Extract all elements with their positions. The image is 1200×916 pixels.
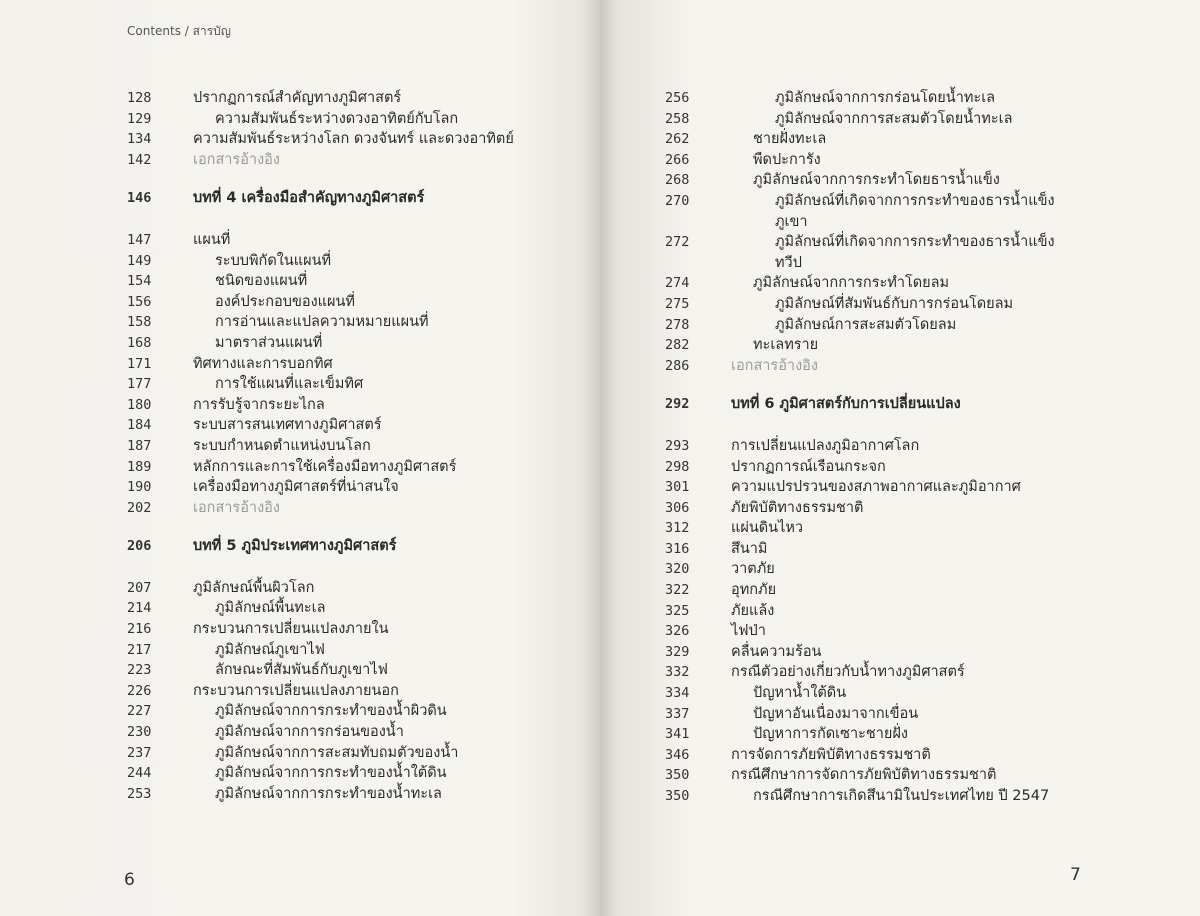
toc-page-number: 292 — [665, 396, 690, 413]
toc-page-number: 312 — [665, 520, 690, 537]
toc-entry — [127, 743, 567, 764]
toc-entry — [127, 354, 567, 375]
toc-page-number: 128 — [127, 90, 152, 106]
toc-entry — [127, 395, 567, 416]
toc-title: ความสัมพันธ์ระหว่างโลก ดวงจันทร์ และดวงอาทิตย์ — [193, 131, 514, 148]
table-of-contents-right — [665, 88, 1125, 807]
toc-page-number: 149 — [127, 252, 152, 269]
toc-page-number: 184 — [127, 417, 152, 434]
toc-title: ปัญหาน้ำใต้ดิน — [753, 685, 847, 702]
toc-entry — [665, 212, 1125, 233]
toc-title: ชายฝั่งทะเล — [753, 131, 827, 148]
toc-title: มาตราส่วนแผนที่ — [215, 334, 323, 351]
toc-page-number: 168 — [127, 334, 152, 351]
toc-title: กระบวนการเปลี่ยนแปลงภายใน — [193, 621, 389, 638]
toc-entry — [127, 88, 567, 109]
toc-page-number: 341 — [665, 726, 690, 743]
toc-title: ไฟป่า — [731, 623, 766, 640]
toc-page-number: 316 — [665, 540, 690, 557]
toc-page-number: 158 — [127, 314, 152, 331]
toc-title: พืดปะการัง — [753, 151, 821, 168]
toc-page-number: 301 — [665, 479, 690, 496]
toc-title: กรณีศึกษาการเกิดสึนามิในประเทศไทย ปี 2547 — [753, 788, 1050, 804]
toc-page-number: 270 — [665, 192, 690, 209]
toc-page-number: 293 — [665, 437, 690, 454]
toc-entry — [127, 578, 567, 599]
toc-entry — [127, 129, 567, 150]
toc-entry — [127, 312, 567, 333]
toc-entry — [665, 232, 1125, 253]
toc-title: ภูมิลักษณ์การสะสมตัวโดยลม — [775, 316, 957, 333]
toc-title: ภูมิลักษณ์ที่เกิดจากการกระทำของธารน้ำแข็ง — [775, 234, 1055, 251]
toc-entry — [665, 498, 1125, 519]
toc-title: องค์ประกอบของแผนที่ — [215, 293, 355, 310]
toc-title: สึนามิ — [731, 540, 768, 557]
toc-title: เอกสารอ้างอิง — [193, 499, 280, 516]
toc-entry — [665, 662, 1125, 683]
toc-title: หลักการและการใช้เครื่องมือทางภูมิศาสตร์ — [193, 458, 457, 475]
toc-title: ภูมิลักษณ์จากการสะสมตัวโดยน้ำทะเล — [775, 110, 1013, 127]
toc-page-number: 282 — [665, 337, 690, 354]
toc-page-number: 217 — [127, 641, 152, 658]
toc-entry — [665, 109, 1125, 130]
toc-entry — [127, 681, 567, 702]
toc-page-number: 262 — [665, 131, 690, 148]
toc-page-number: 142 — [127, 151, 152, 168]
toc-entry — [665, 580, 1125, 601]
toc-title: ภูมิลักษณ์จากการสะสมทับถมตัวของน้ำ — [215, 744, 459, 761]
toc-entry — [127, 292, 567, 313]
toc-title: แผนที่ — [193, 231, 231, 248]
running-header: Contents / สารบัญ — [127, 24, 231, 38]
toc-page-number: 156 — [127, 293, 152, 310]
toc-page-number: 129 — [127, 110, 152, 127]
toc-entry — [127, 251, 567, 272]
toc-title: ภูมิลักษณ์จากการกร่อนของน้ำ — [215, 724, 404, 741]
toc-title: ภูมิลักษณ์พื้นทะเล — [215, 600, 326, 617]
toc-entry — [665, 253, 1125, 274]
toc-entry — [665, 601, 1125, 622]
toc-entry — [665, 436, 1125, 457]
toc-page-number: 216 — [127, 621, 152, 638]
toc-title: ภูมิลักษณ์จากการกระทำโดยธารน้ำแข็ง — [753, 172, 1000, 189]
toc-chapter-heading — [665, 394, 1125, 415]
toc-page-number: 227 — [127, 703, 152, 720]
toc-entry — [127, 701, 567, 722]
toc-page-number: 189 — [127, 458, 152, 475]
toc-title: ปรากฏการณ์สำคัญทางภูมิศาสตร์ — [193, 90, 402, 106]
toc-page-number: 134 — [127, 131, 152, 148]
toc-page-number — [665, 253, 731, 274]
toc-page-number: 244 — [127, 765, 152, 782]
toc-title: ลักษณะที่สัมพันธ์กับภูเขาไฟ — [215, 662, 388, 679]
toc-entry — [127, 660, 567, 681]
toc-page-number: 190 — [127, 479, 152, 496]
toc-title: กรณีศึกษาการจัดการภัยพิบัติทางธรรมชาติ — [731, 767, 997, 784]
right-page — [600, 0, 1200, 916]
toc-references-entry — [665, 356, 1125, 377]
toc-entry — [665, 704, 1125, 725]
toc-page-number: 325 — [665, 602, 690, 619]
toc-title: ภูเขา — [775, 213, 808, 230]
toc-entry — [127, 619, 567, 640]
toc-page-number: 237 — [127, 744, 152, 761]
toc-page-number: 266 — [665, 151, 690, 168]
toc-title: เอกสารอ้างอิง — [193, 151, 280, 168]
toc-page-number: 268 — [665, 172, 690, 189]
toc-entry — [127, 784, 567, 805]
toc-entry — [665, 559, 1125, 580]
toc-entry — [127, 640, 567, 661]
toc-title: ระบบกำหนดตำแหน่งบนโลก — [193, 437, 371, 454]
toc-entry — [665, 129, 1125, 150]
toc-entry — [665, 335, 1125, 356]
toc-title: การรับรู้จากระยะไกล — [193, 396, 325, 413]
toc-page-number: 322 — [665, 582, 690, 599]
toc-entry — [665, 88, 1125, 109]
toc-page-number: 223 — [127, 662, 152, 679]
toc-page-number: 350 — [665, 767, 690, 784]
toc-title: ภูมิลักษณ์จากการกระทำของน้ำผิวดิน — [215, 703, 447, 720]
toc-title: บทที่ 4 เครื่องมือสำคัญทางภูมิศาสตร์ — [193, 190, 425, 207]
toc-page-number: 298 — [665, 458, 690, 475]
toc-title: อุทกภัย — [731, 582, 777, 599]
toc-title: ปัญหาอันเนื่องมาจากเขื่อน — [753, 705, 919, 722]
toc-page-number: 320 — [665, 561, 690, 578]
toc-references-entry — [127, 498, 567, 519]
toc-title: ภัยพิบัติทางธรรมชาติ — [731, 499, 864, 516]
toc-entry — [127, 374, 567, 395]
toc-title: ทวีป — [775, 254, 802, 271]
toc-title: บทที่ 5 ภูมิประเทศทางภูมิศาสตร์ — [193, 538, 397, 555]
toc-page-number: 346 — [665, 746, 690, 763]
toc-page-number: 286 — [665, 357, 690, 374]
toc-page-number: 171 — [127, 355, 152, 372]
toc-title: คลื่นความร้อน — [731, 643, 822, 660]
toc-title: ภูมิลักษณ์จากการกร่อนโดยน้ำทะเล — [775, 90, 996, 106]
toc-page-number: 180 — [127, 396, 152, 413]
toc-title: วาตภัย — [731, 561, 775, 578]
toc-page-number: 337 — [665, 705, 690, 722]
toc-page-number — [665, 212, 731, 233]
toc-entry — [127, 271, 567, 292]
toc-entry — [665, 191, 1125, 212]
toc-page-number: 256 — [665, 90, 690, 106]
toc-page-number: 177 — [127, 376, 152, 393]
toc-title: ภัยแล้ง — [731, 602, 775, 619]
toc-chapter-heading — [127, 188, 567, 209]
toc-title: ระบบสารสนเทศทางภูมิศาสตร์ — [193, 417, 382, 434]
toc-page-number: 350 — [665, 788, 690, 804]
toc-page-number: 187 — [127, 437, 152, 454]
toc-entry — [665, 150, 1125, 171]
toc-title: ภูมิลักษณ์ที่เกิดจากการกระทำของธารน้ำแข็ง — [775, 192, 1055, 209]
toc-title: เครื่องมือทางภูมิศาสตร์ที่น่าสนใจ — [193, 479, 399, 496]
toc-title: แผ่นดินไหว — [731, 520, 804, 537]
toc-page-number: 146 — [127, 190, 152, 207]
toc-entry — [665, 539, 1125, 560]
toc-title: การจัดการภัยพิบัติทางธรรมชาติ — [731, 746, 931, 763]
toc-title: ชนิดของแผนที่ — [215, 273, 308, 290]
toc-title: ภูมิลักษณ์พื้นผิวโลก — [193, 579, 315, 596]
toc-entry — [665, 518, 1125, 539]
toc-page-number: 147 — [127, 231, 152, 248]
toc-entry — [665, 457, 1125, 478]
toc-title: กรณีตัวอย่างเกี่ยวกับน้ำทางภูมิศาสตร์ — [731, 664, 965, 681]
toc-page-number: 230 — [127, 724, 152, 741]
toc-title: บทที่ 6 ภูมิศาสตร์กับการเปลี่ยนแปลง — [731, 396, 961, 413]
toc-chapter-heading — [127, 536, 567, 557]
toc-page-number: 258 — [665, 110, 690, 127]
toc-page-number: 214 — [127, 600, 152, 617]
toc-page-number: 206 — [127, 538, 152, 555]
toc-entry — [665, 315, 1125, 336]
toc-title: ปรากฏการณ์เรือนกระจก — [731, 458, 886, 475]
toc-title: ภูมิลักษณ์จากการกระทำของน้ำทะเล — [215, 785, 442, 802]
toc-title: ปัญหาการกัดเซาะชายฝั่ง — [753, 726, 908, 743]
toc-title: ความแปรปรวนของสภาพอากาศและภูมิอากาศ — [731, 479, 1021, 496]
toc-references-entry — [127, 150, 567, 171]
toc-entry — [665, 724, 1125, 745]
toc-entry — [127, 436, 567, 457]
toc-page-number: 278 — [665, 316, 690, 333]
toc-entry — [665, 642, 1125, 663]
page-number: 6 — [124, 870, 135, 890]
toc-title: ภูมิลักษณ์ภูเขาไฟ — [215, 641, 325, 658]
toc-entry — [665, 621, 1125, 642]
toc-title: ภูมิลักษณ์ที่สัมพันธ์กับการกร่อนโดยลม — [775, 295, 1014, 312]
toc-entry — [127, 457, 567, 478]
toc-title: การอ่านและแปลความหมายแผนที่ — [215, 314, 429, 331]
toc-entry — [665, 745, 1125, 766]
toc-title: ระบบพิกัดในแผนที่ — [215, 252, 332, 269]
toc-page-number: 329 — [665, 643, 690, 660]
toc-entry — [127, 763, 567, 784]
toc-title: ความสัมพันธ์ระหว่างดวงอาทิตย์กับโลก — [215, 110, 459, 127]
toc-page-number: 226 — [127, 682, 152, 699]
toc-title: ทิศทางและการบอกทิศ — [193, 355, 333, 372]
toc-entry — [127, 230, 567, 251]
toc-title: กระบวนการเปลี่ยนแปลงภายนอก — [193, 682, 399, 699]
toc-entry — [127, 109, 567, 130]
toc-entry — [665, 477, 1125, 498]
toc-entry — [665, 170, 1125, 191]
toc-entry — [127, 333, 567, 354]
toc-title: การใช้แผนที่และเข็มทิศ — [215, 376, 364, 393]
toc-page-number: 207 — [127, 579, 152, 596]
toc-entry — [665, 786, 1125, 807]
toc-entry — [665, 294, 1125, 315]
toc-entry — [127, 477, 567, 498]
toc-entry — [665, 683, 1125, 704]
toc-title: เอกสารอ้างอิง — [731, 357, 818, 374]
toc-entry — [127, 722, 567, 743]
toc-title: ภูมิลักษณ์จากการกระทำโดยลม — [753, 275, 950, 292]
toc-page-number: 274 — [665, 275, 690, 292]
toc-entry — [127, 415, 567, 436]
toc-entry — [665, 765, 1125, 786]
toc-title: ทะเลทราย — [753, 337, 819, 354]
table-of-contents-left — [127, 88, 567, 804]
toc-entry — [127, 598, 567, 619]
toc-page-number: 334 — [665, 685, 690, 702]
toc-page-number: 275 — [665, 295, 690, 312]
toc-title: ภูมิลักษณ์จากการกระทำของน้ำใต้ดิน — [215, 765, 447, 782]
toc-entry — [665, 273, 1125, 294]
page-number: 7 — [1070, 865, 1081, 885]
toc-page-number: 306 — [665, 499, 690, 516]
toc-page-number: 332 — [665, 664, 690, 681]
toc-page-number: 326 — [665, 623, 690, 640]
toc-page-number: 202 — [127, 499, 152, 516]
toc-title: การเปลี่ยนแปลงภูมิอากาศโลก — [731, 437, 920, 454]
toc-page-number: 154 — [127, 273, 152, 290]
toc-page-number: 272 — [665, 234, 690, 251]
toc-page-number: 253 — [127, 785, 152, 802]
